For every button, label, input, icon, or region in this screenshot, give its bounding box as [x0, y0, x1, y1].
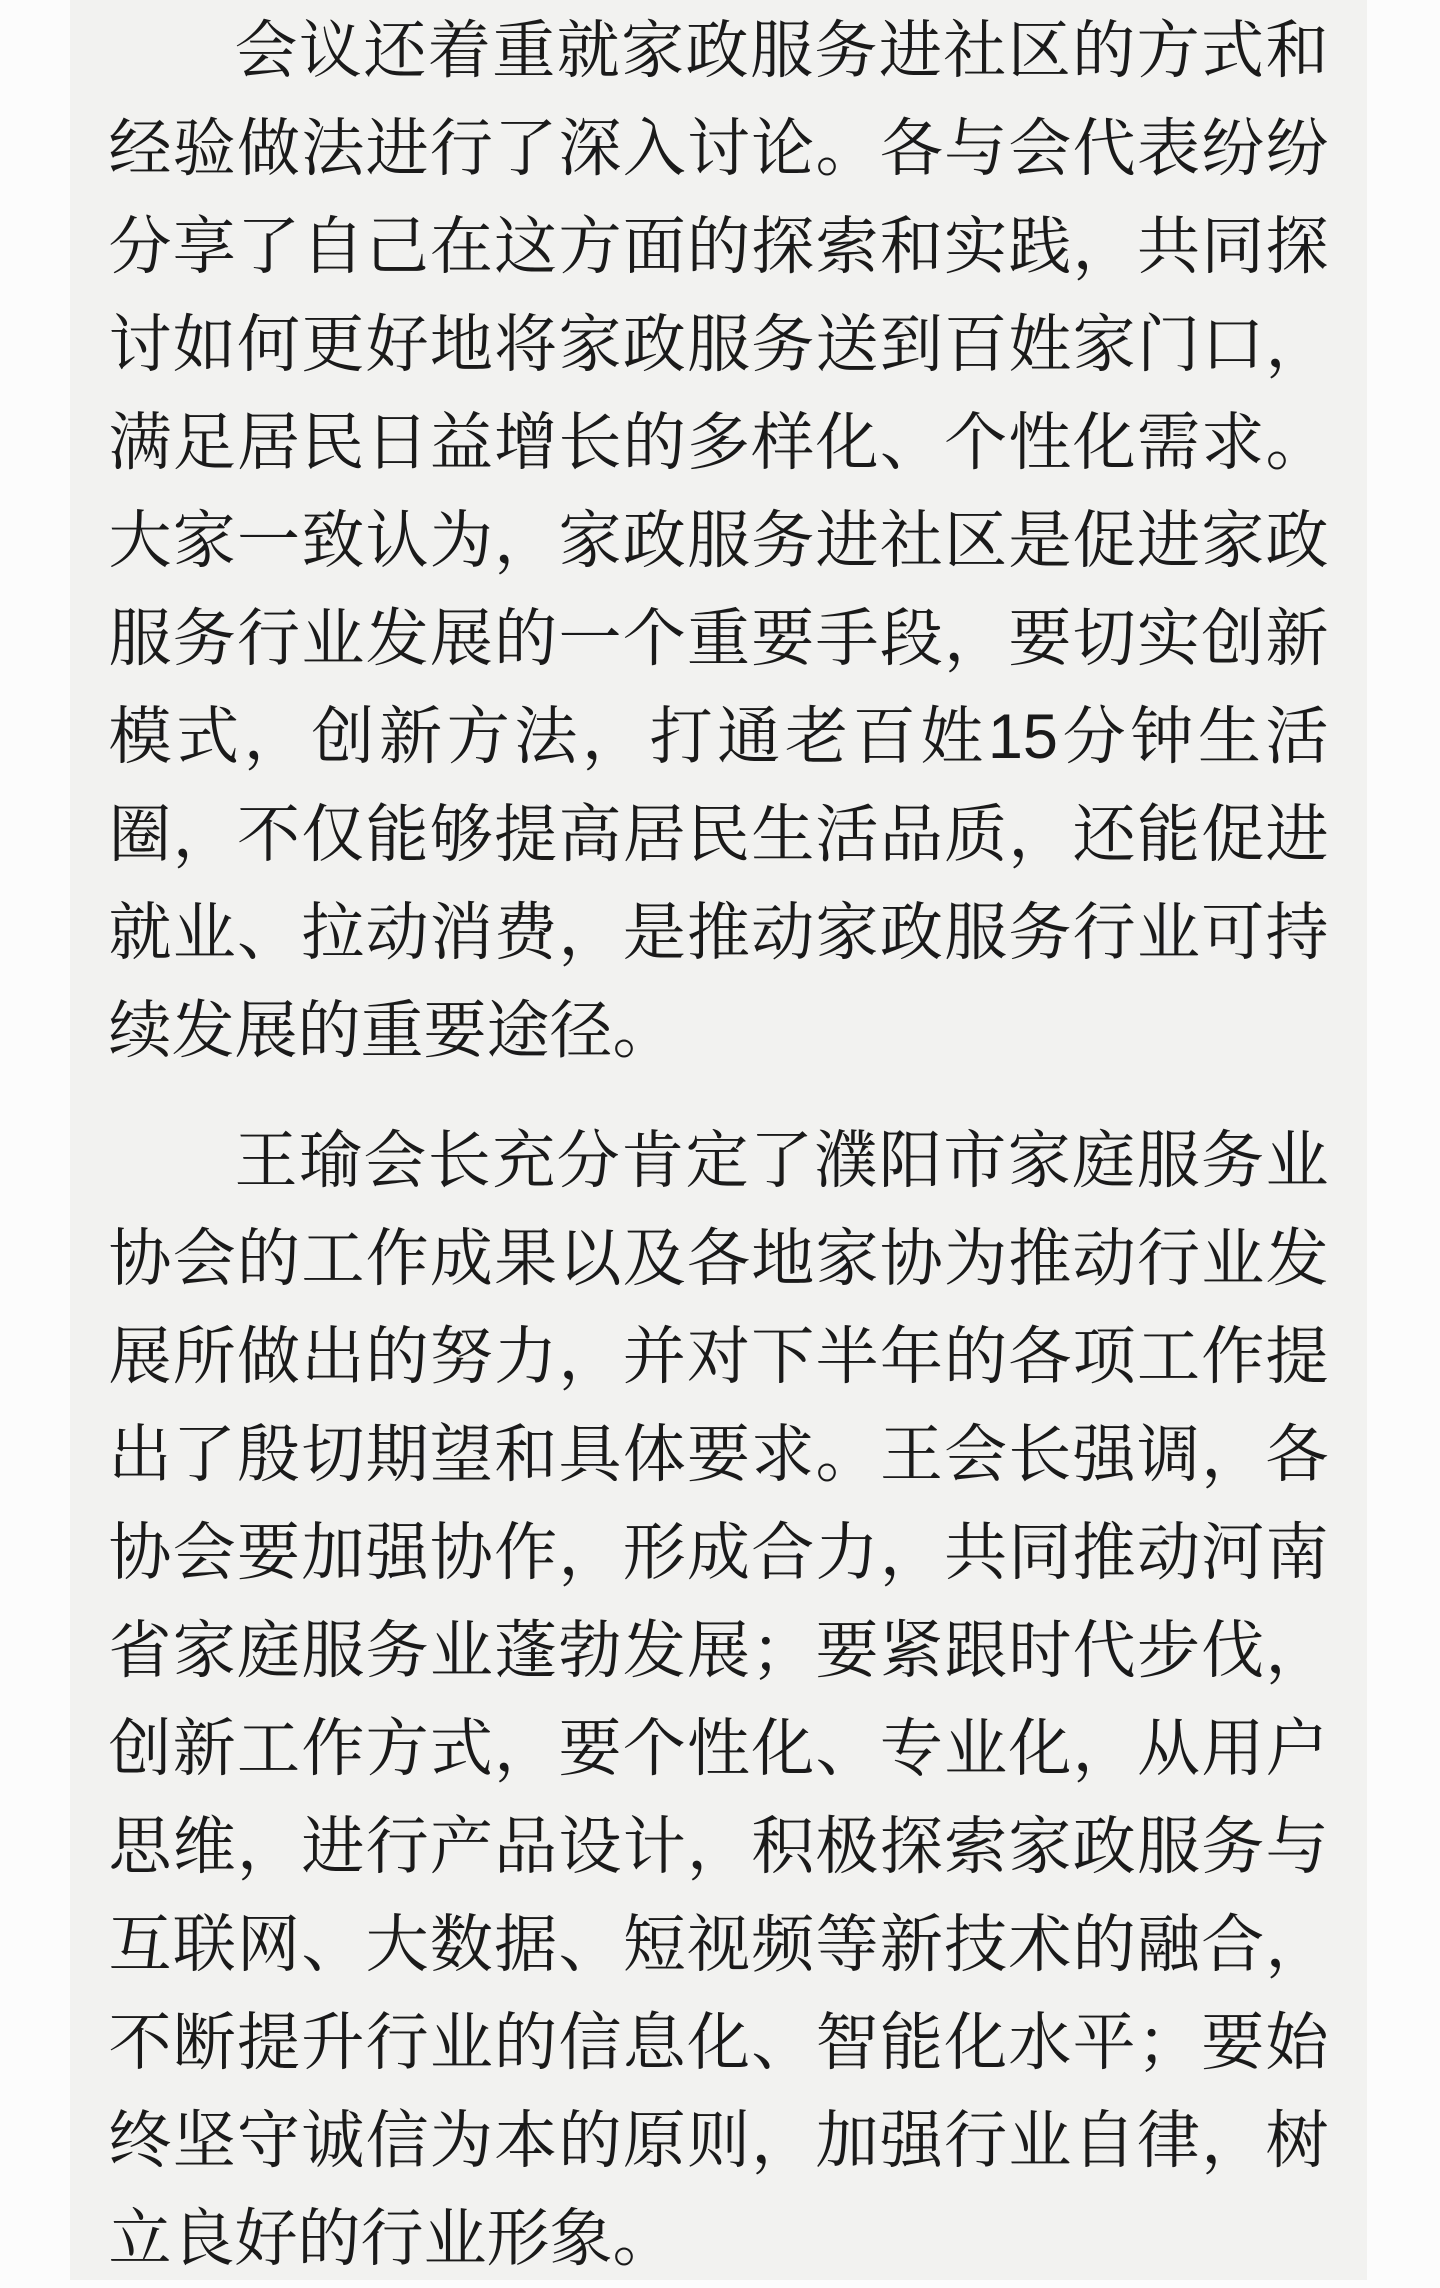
- text-line: 模式，创新方法，打通老百姓15分钟生活: [108, 702, 1329, 772]
- text-line: 经验做法进行了深入讨论。各与会代表纷纷: [108, 114, 1329, 184]
- text-line: 省家庭服务业蓬勃发展；要紧跟时代步伐，: [108, 1616, 1329, 1686]
- paragraph-2: [109, 1112, 1329, 2288]
- text-line: 王瑜会长充分肯定了濮阳市家庭服务业: [234, 1126, 1329, 1196]
- page-margin-right: [1367, 0, 1440, 2280]
- text-line: 终坚守诚信为本的原则，加强行业自律，树: [108, 2106, 1329, 2176]
- text-line: 协会的工作成果以及各地家协为推动行业发: [108, 1224, 1329, 1294]
- text-line: 展所做出的努力，并对下半年的各项工作提: [108, 1322, 1329, 1392]
- text-line: 出了殷切期望和具体要求。王会长强调，各: [108, 1420, 1329, 1490]
- text-line: 立良好的行业形象。: [108, 2204, 676, 2274]
- text-line: 服务行业发展的一个重要手段，要切实创新: [108, 604, 1329, 674]
- text-line: 讨如何更好地将家政服务送到百姓家门口，: [108, 310, 1329, 380]
- text-line: 大家一致认为，家政服务进社区是促进家政: [108, 506, 1329, 576]
- text-line: 满足居民日益增长的多样化、个性化需求。: [108, 408, 1329, 478]
- text-line: 圈，不仅能够提高居民生活品质，还能促进: [108, 800, 1329, 870]
- page-margin-left: [0, 0, 70, 2280]
- text-line: 就业、拉动消费，是推动家政服务行业可持: [108, 898, 1329, 968]
- article-body: [109, 0, 1329, 2288]
- article-page: [70, 0, 1367, 2280]
- text-line: 互联网、大数据、短视频等新技术的融合，: [108, 1910, 1329, 1980]
- text-line: 创新工作方式，要个性化、专业化，从用户: [108, 1714, 1329, 1784]
- paragraph-1: [109, 2, 1329, 1080]
- text-line: 协会要加强协作，形成合力，共同推动河南: [108, 1518, 1329, 1588]
- text-line: 续发展的重要途径。: [108, 996, 676, 1066]
- text-line: 思维，进行产品设计，积极探索家政服务与: [108, 1812, 1329, 1882]
- text-line: 分享了自己在这方面的探索和实践，共同探: [108, 212, 1329, 282]
- text-line: 会议还着重就家政服务进社区的方式和: [234, 16, 1329, 86]
- text-line: 不断提升行业的信息化、智能化水平；要始: [108, 2008, 1329, 2078]
